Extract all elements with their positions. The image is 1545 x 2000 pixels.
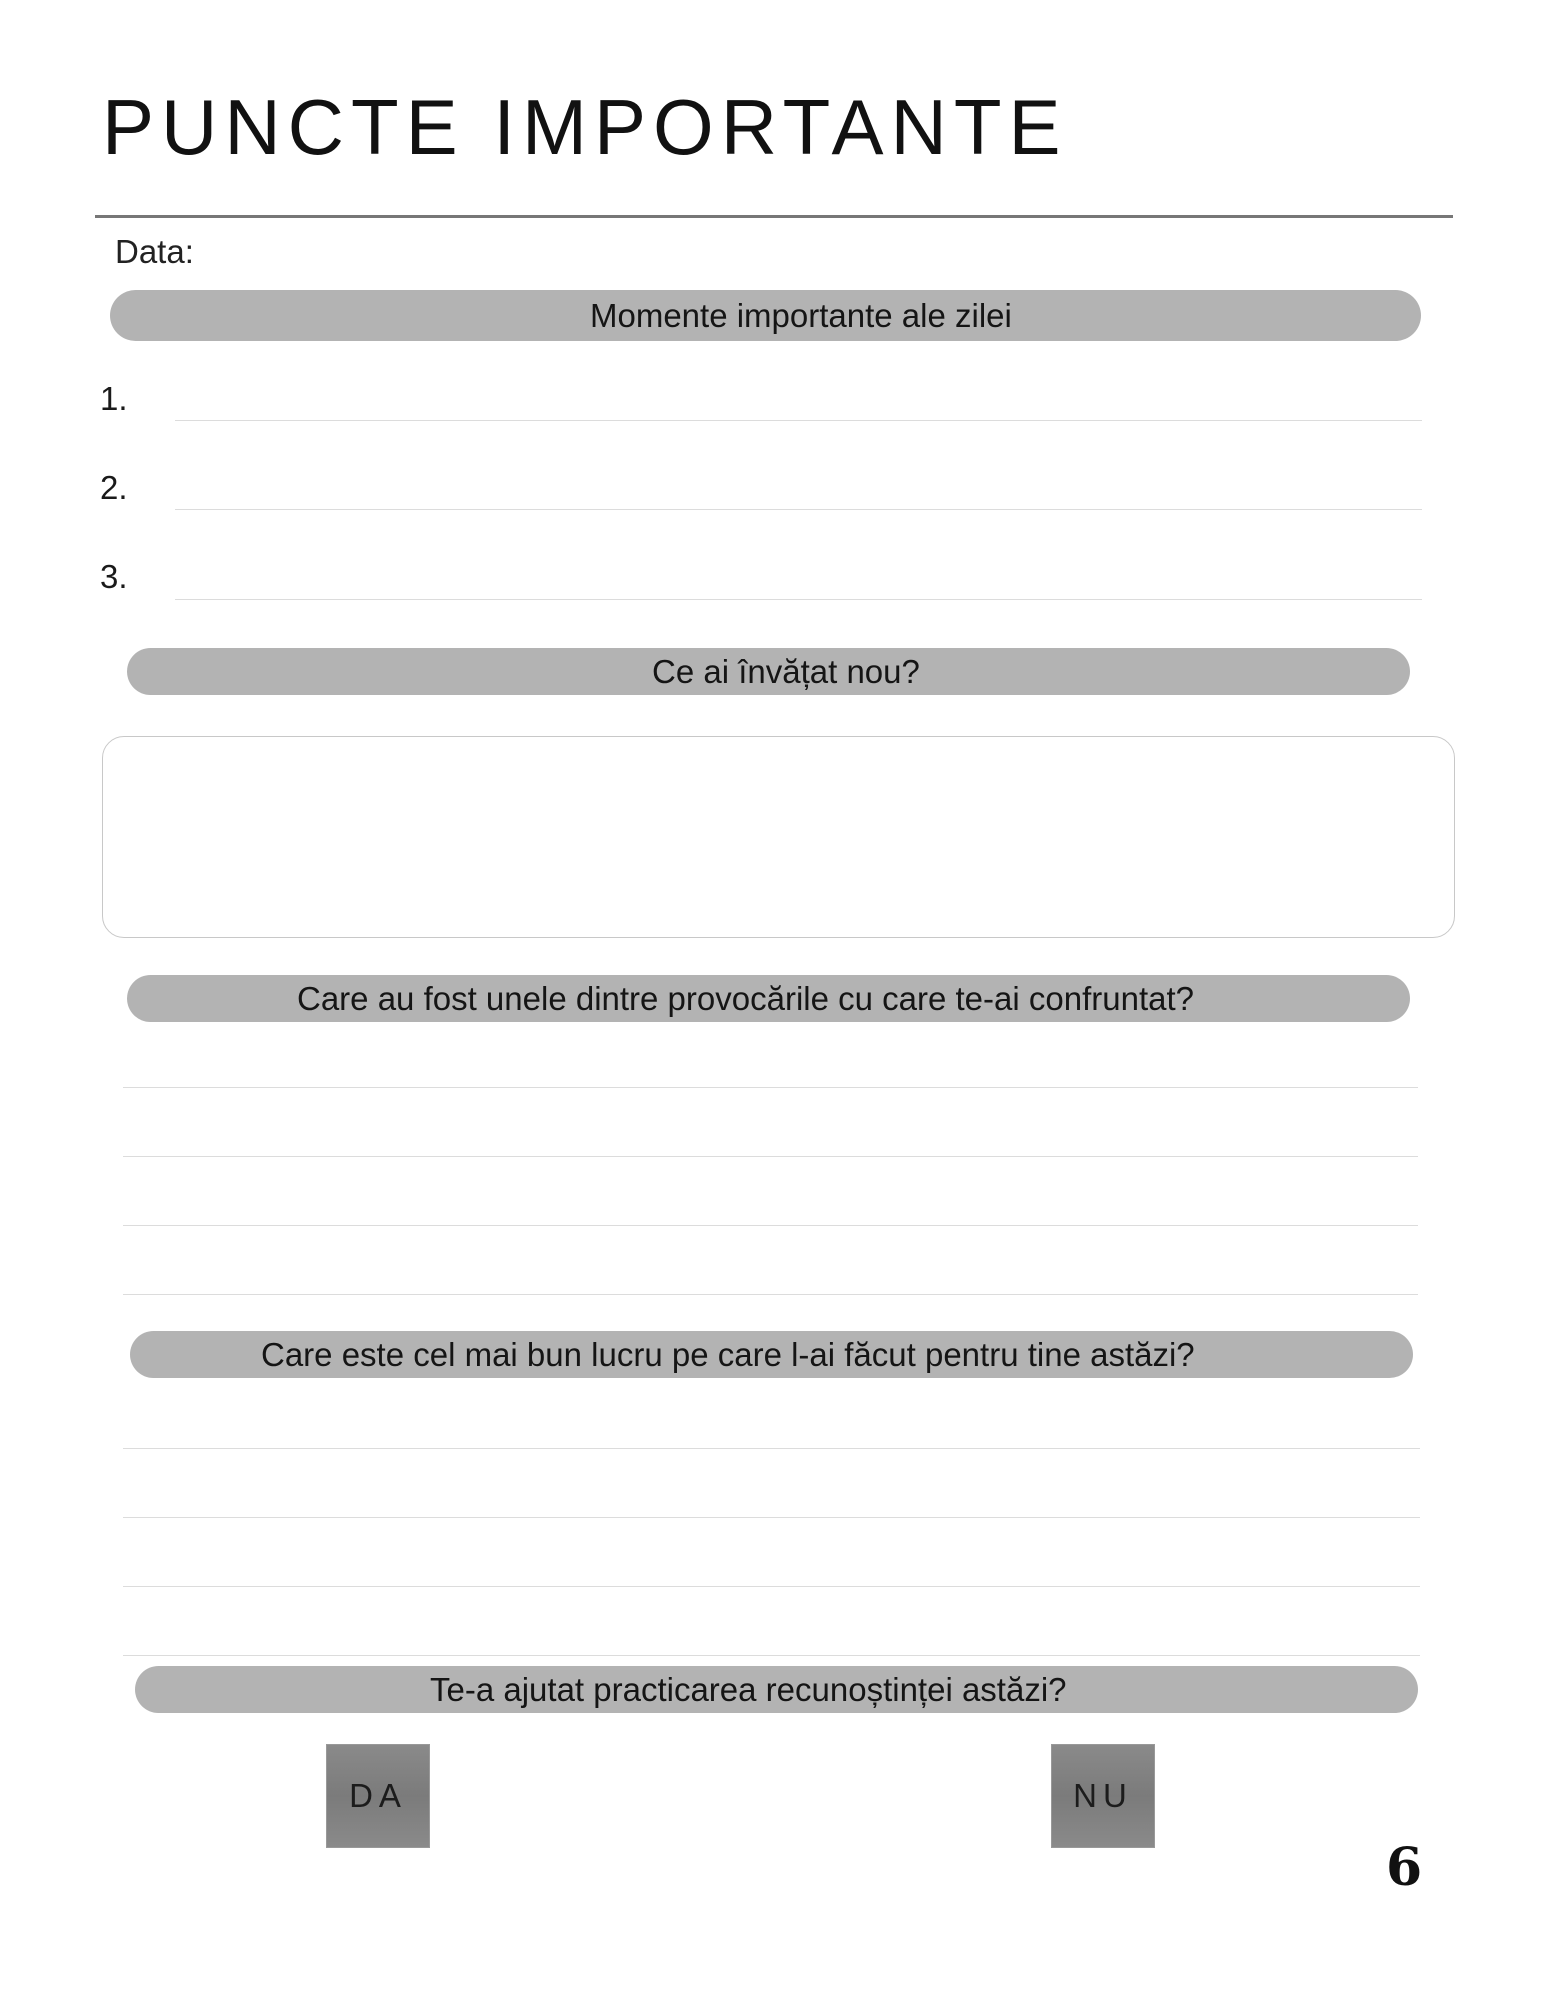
- best-thing-line-3[interactable]: [123, 1586, 1420, 1587]
- yes-label: DA: [349, 1777, 407, 1814]
- best-thing-heading-bar: [130, 1331, 1413, 1378]
- challenges-line-1[interactable]: [123, 1087, 1418, 1088]
- gratitude-heading: Te-a ajutat practicarea recunoștinței astăzi?: [430, 1671, 1067, 1708]
- learned-heading-bar: [127, 648, 1410, 695]
- date-label: Data:: [115, 233, 194, 270]
- challenges-line-4[interactable]: [123, 1294, 1418, 1295]
- highlight-number-2: 2.: [100, 469, 128, 506]
- highlight-line-2[interactable]: [175, 509, 1422, 510]
- highlight-number-3: 3.: [100, 558, 128, 595]
- best-thing-line-4[interactable]: [123, 1655, 1420, 1656]
- highlight-line-3[interactable]: [175, 599, 1422, 600]
- learned-heading: Ce ai învățat nou?: [652, 653, 920, 690]
- highlight-line-1[interactable]: [175, 420, 1422, 421]
- best-thing-line-1[interactable]: [123, 1448, 1420, 1449]
- gratitude-heading-bar: [135, 1666, 1418, 1713]
- highlights-heading: Momente importante ale zilei: [590, 297, 1012, 334]
- highlight-number-1: 1.: [100, 380, 128, 417]
- no-label: NU: [1073, 1777, 1133, 1814]
- page-number: 6: [1386, 1837, 1423, 1898]
- yes-checkbox[interactable]: [326, 1744, 430, 1848]
- challenges-line-2[interactable]: [123, 1156, 1418, 1157]
- challenges-line-3[interactable]: [123, 1225, 1418, 1226]
- page-title: PUNCTE IMPORTANTE: [102, 83, 1068, 171]
- no-checkbox[interactable]: [1051, 1744, 1155, 1848]
- challenges-heading: Care au fost unele dintre provocările cu care te-ai confruntat?: [297, 980, 1194, 1017]
- title-divider: [95, 215, 1453, 218]
- highlights-heading-bar: [110, 290, 1421, 341]
- learned-text-box[interactable]: [102, 736, 1455, 938]
- challenges-heading-bar: [127, 975, 1410, 1022]
- best-thing-line-2[interactable]: [123, 1517, 1420, 1518]
- best-thing-heading: Care este cel mai bun lucru pe care l-ai făcut pentru tine astăzi?: [261, 1336, 1195, 1373]
